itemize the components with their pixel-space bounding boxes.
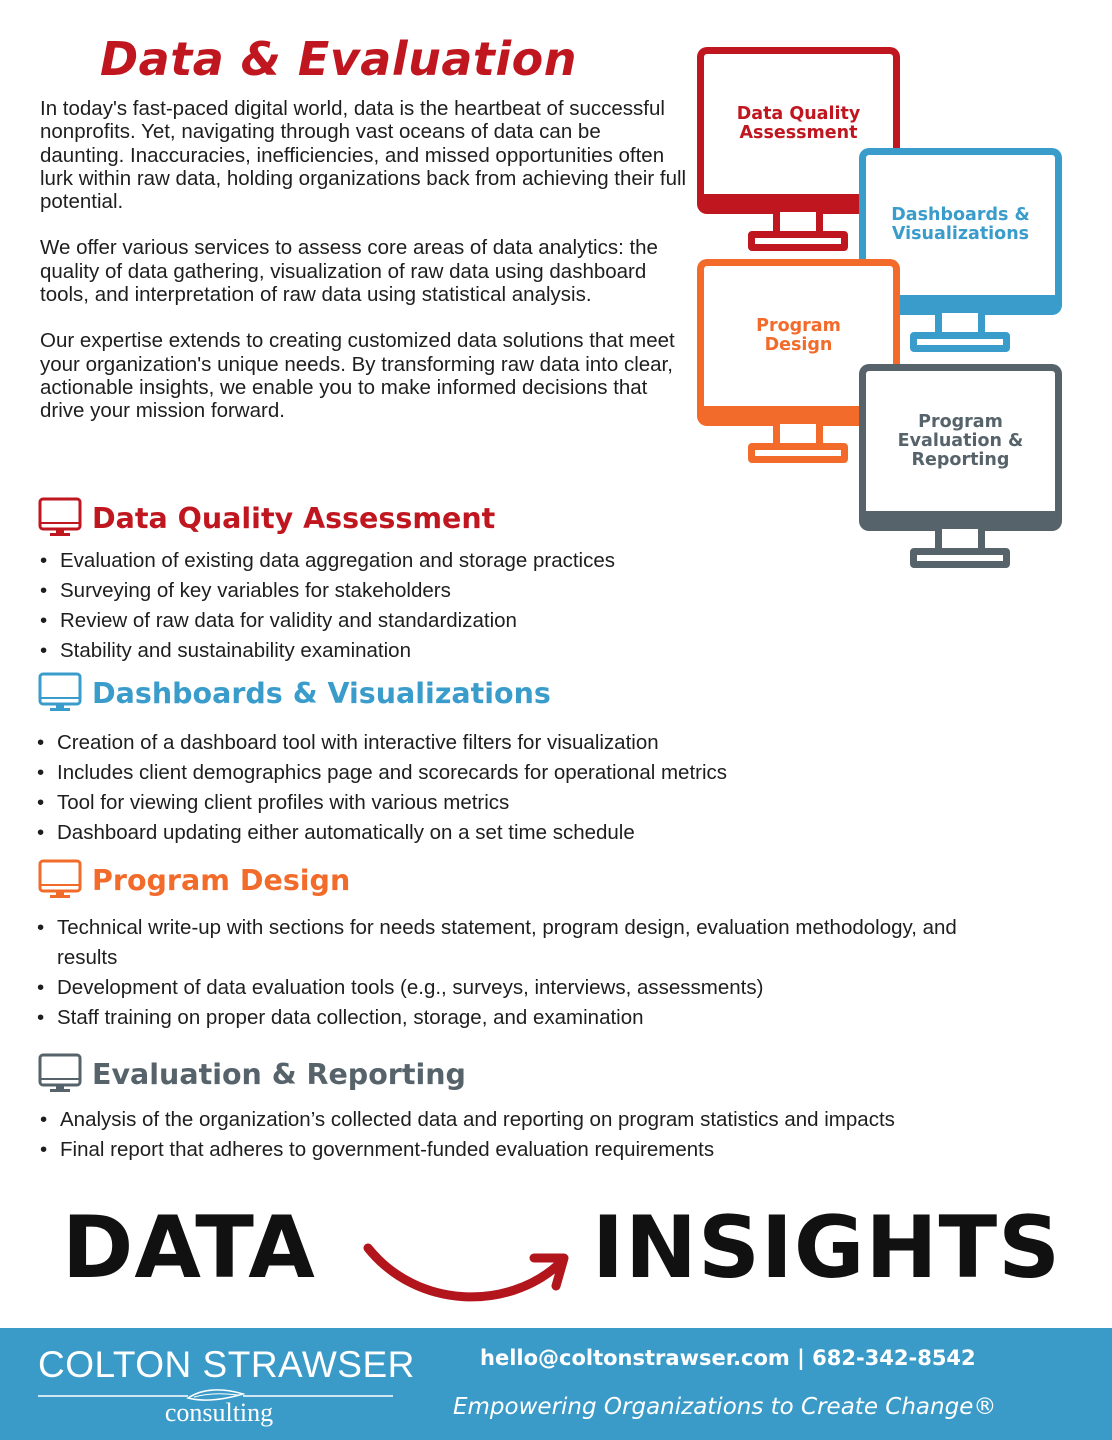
- footer: [0, 1328, 1112, 1440]
- banner-insights-word: INSIGHTS: [592, 1198, 1062, 1298]
- intro-paragraph: Our expertise extends to creating customized data solutions that meet your organization's unique needs. By transforming raw data into clear, actionable insights, we enable you to make informed decisions that drive your mission forward.: [40, 329, 675, 423]
- list-item: • Review of raw data for validity and standardization: [38, 606, 938, 636]
- list-item: • Development of data evaluation tools (e.g., surveys, interviews, assessments): [35, 973, 965, 1003]
- monitor-label: Data Quality Assessment: [736, 104, 861, 143]
- list-item: • Dashboard updating either automatically on a set time schedule: [35, 818, 935, 848]
- page-title: Data & Evaluation: [100, 32, 578, 86]
- bullet-list-dashboards: [35, 728, 935, 848]
- section-heading-evaluation: [38, 1053, 466, 1095]
- list-item: • Tool for viewing client profiles with various metrics: [35, 788, 935, 818]
- section-title: Program Design: [92, 863, 351, 897]
- intro-paragraph: We offer various services to assess core areas of data analytics: the quality of data gathering, visualization of raw data using dashboard tools, and interpretation of raw data using statistical analysis.: [40, 236, 658, 307]
- bullet-list-evaluation: [38, 1105, 998, 1165]
- banner-data-word: DATA: [62, 1198, 316, 1298]
- monitor-icon: [38, 1053, 82, 1095]
- section-title: Evaluation & Reporting: [92, 1057, 466, 1091]
- section-heading-data-quality: [38, 497, 495, 539]
- curved-arrow-icon: [358, 1230, 578, 1310]
- brand-name: COLTON STRAWSER: [38, 1344, 415, 1385]
- monitor-icon: [38, 497, 82, 539]
- list-item: • Analysis of the organization’s collected data and reporting on program statistics and impacts: [38, 1105, 998, 1135]
- list-item: • Includes client demographics page and scorecards for operational metrics: [35, 758, 935, 788]
- list-item: • Surveying of key variables for stakeholders: [38, 576, 938, 606]
- bullet-list-data-quality: [38, 546, 938, 666]
- list-item: • Creation of a dashboard tool with interactive filters for visualization: [35, 728, 935, 758]
- intro-text: [40, 97, 690, 446]
- contact-info[interactable]: hello@coltonstrawser.com | 682-342-8542: [480, 1346, 976, 1370]
- section-title: Dashboards & Visualizations: [92, 676, 551, 710]
- monitor-label: Program Design: [756, 316, 841, 355]
- section-heading-program-design: [38, 859, 350, 901]
- list-item: • Staff training on proper data collection, storage, and examination: [35, 1003, 965, 1033]
- brand-subtitle: consulting: [164, 1398, 274, 1427]
- list-item: • Stability and sustainability examination: [38, 636, 938, 666]
- section-title: Data Quality Assessment: [92, 501, 496, 535]
- monitor-label: Program Evaluation & Reporting: [897, 411, 1024, 470]
- list-item: • Technical write-up with sections for needs statement, program design, evaluation methodology, and results: [35, 913, 965, 973]
- monitor-icon: [38, 859, 82, 901]
- bullet-list-program-design: [35, 913, 965, 1033]
- list-item: • Evaluation of existing data aggregation and storage practices: [38, 546, 938, 576]
- monitor-icon: [38, 672, 82, 714]
- list-item: • Final report that adheres to government-funded evaluation requirements: [38, 1135, 998, 1165]
- section-heading-dashboards: [38, 672, 551, 714]
- intro-paragraph: In today's fast-paced digital world, data is the heartbeat of successful nonprofits. Yet, navigating through vast oceans of data can be daunting. Inaccuracies, inefficiencies, and missed opportunities often lurk within raw data, holding organizations back from achieving their full potential.: [40, 97, 687, 214]
- monitor-evaluation: [859, 364, 1062, 568]
- monitor-label: Dashboards & Visualizations: [891, 205, 1030, 244]
- tagline: Empowering Organizations to Create Change®: [453, 1394, 997, 1420]
